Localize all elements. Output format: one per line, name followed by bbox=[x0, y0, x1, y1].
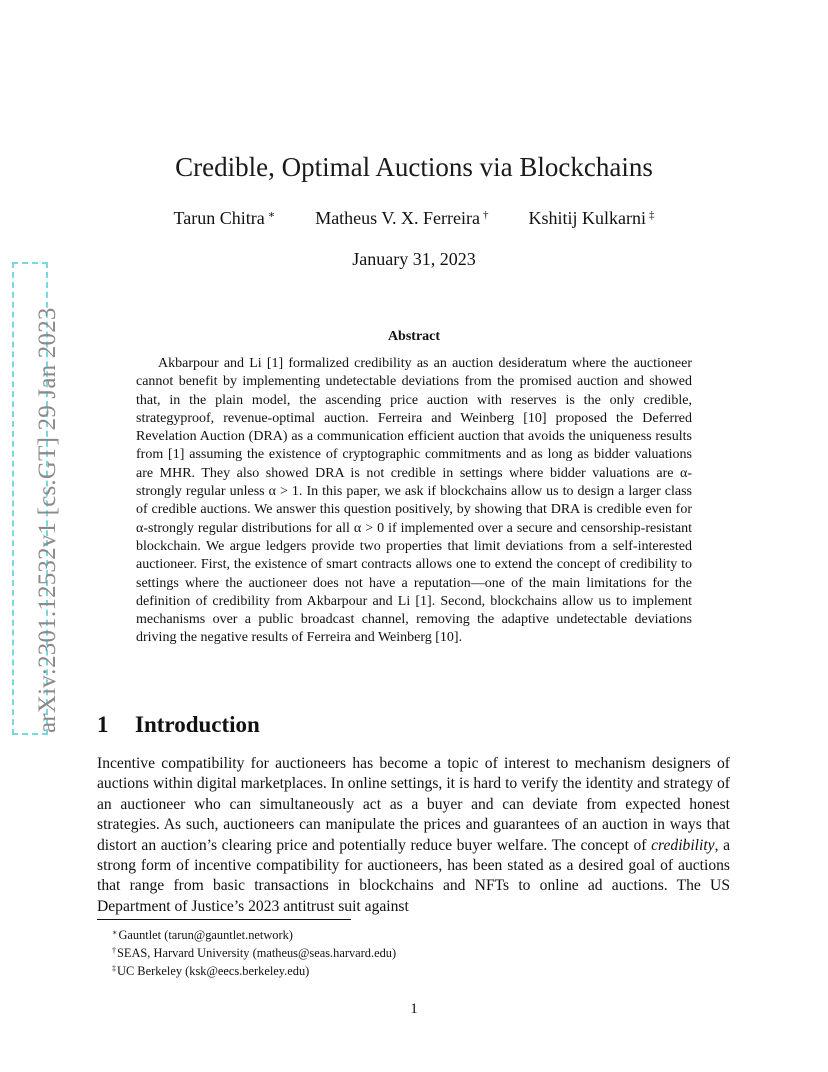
intro-text-part-2: , a strong form of incentive compatibility for auctioneers, has been stated as a desired goal of auctions that range from basic transactions in blockchains and NFTs to online ad auctions. The US Department of Justice’s 2023 antitrust suit against bbox=[97, 836, 730, 915]
paper-date: January 31, 2023 bbox=[352, 249, 476, 269]
paper-title: Credible, Optimal Auctions via Blockchains bbox=[175, 152, 653, 182]
footnote-3 bbox=[112, 961, 396, 979]
section-heading bbox=[97, 712, 260, 738]
section-title: Introduction bbox=[135, 712, 260, 737]
footnote-1 bbox=[112, 925, 396, 943]
abstract-heading: Abstract bbox=[387, 329, 441, 344]
footnote-mark: ‡ bbox=[112, 964, 116, 973]
intro-emphasis: credibility bbox=[651, 836, 715, 854]
author-3 bbox=[529, 208, 655, 229]
author-name: Matheus V. X. Ferreira bbox=[315, 208, 480, 228]
author-name: Tarun Chitra bbox=[173, 208, 265, 228]
page-number: 1 bbox=[410, 1001, 418, 1017]
abstract-text: Akbarpour and Li [1] formalized credibility as an auction desideratum where the auctioneer cannot benefit by implementing undetectable deviations from the promised auction and showed that, in the plain model, the ascending price auction with reserves is the only credible, strategyproof, revenue-optimal auction. Ferreira and Weinberg [10] proposed the Deferred Revelation Auction (DRA) as a communication efficient auction that avoids the uniqueness results from [1] assuming the existence of cryptographic commitments and as long as bidder valuations are MHR. They also showed DRA is not credible in settings where bidder valuations are α-strongly regular unless α > 1. In this paper, we ask if blockchains allow us to design a larger class of credible auctions. We answer this question positively, by showing that DRA is credible even for α-strongly regular distributions for all α > 0 if implemented over a secure and censorship-resistant blockchain. We argue ledgers provide two properties that limit deviations from a self-interested auctioneer. First, the existence of smart contracts allows one to extend the concept of credibility to settings where the auctioneer does not have a reputation—one of the main limitations for the definition of credibility from Akbarpour and Li [1]. Second, blockchains allow us to implement mechanisms over a public broadcast channel, removing the adaptive undetectable deviations driving the negative results of Ferreira and Weinberg [10]. bbox=[136, 356, 692, 646]
author-2 bbox=[315, 208, 488, 229]
author-1 bbox=[173, 208, 275, 229]
footnote-divider bbox=[97, 919, 351, 920]
introduction-paragraph bbox=[97, 754, 730, 917]
footnote-mark: † bbox=[112, 946, 116, 955]
footnote-mark: ∗ bbox=[112, 928, 118, 937]
footnote-text: UC Berkeley (ksk@eecs.berkeley.edu) bbox=[117, 964, 310, 978]
footnote-2 bbox=[112, 943, 396, 961]
footnote-mark: ‡ bbox=[649, 209, 655, 221]
footnotes bbox=[112, 925, 396, 979]
intro-text-part-1: Incentive compatibility for auctioneers has become a topic of interest to mechanism designers of auctions within digital marketplaces. In online settings, it is hard to verify the identity and strategy of an auctioneer who can simultaneously act as a buyer and can deviate from expected honest strategies. As such, auctioneers can manipulate the prices and guarantees of an auction in ways that distort an auction’s clearing price and potentially reduce buyer welfare. The concept of bbox=[97, 755, 730, 854]
author-name: Kshitij Kulkarni bbox=[528, 208, 646, 228]
footnote-mark: ∗ bbox=[267, 209, 276, 221]
footnote-mark: † bbox=[483, 209, 489, 221]
section-number: 1 bbox=[97, 712, 109, 737]
author-list bbox=[0, 208, 828, 229]
arxiv-identifier: arXiv:2301.12532v1 [cs.GT] 29 Jan 2023 bbox=[34, 307, 61, 733]
footnote-text: Gauntlet (tarun@gauntlet.network) bbox=[118, 928, 293, 942]
footnote-text: SEAS, Harvard University (matheus@seas.harvard.edu) bbox=[117, 946, 397, 960]
